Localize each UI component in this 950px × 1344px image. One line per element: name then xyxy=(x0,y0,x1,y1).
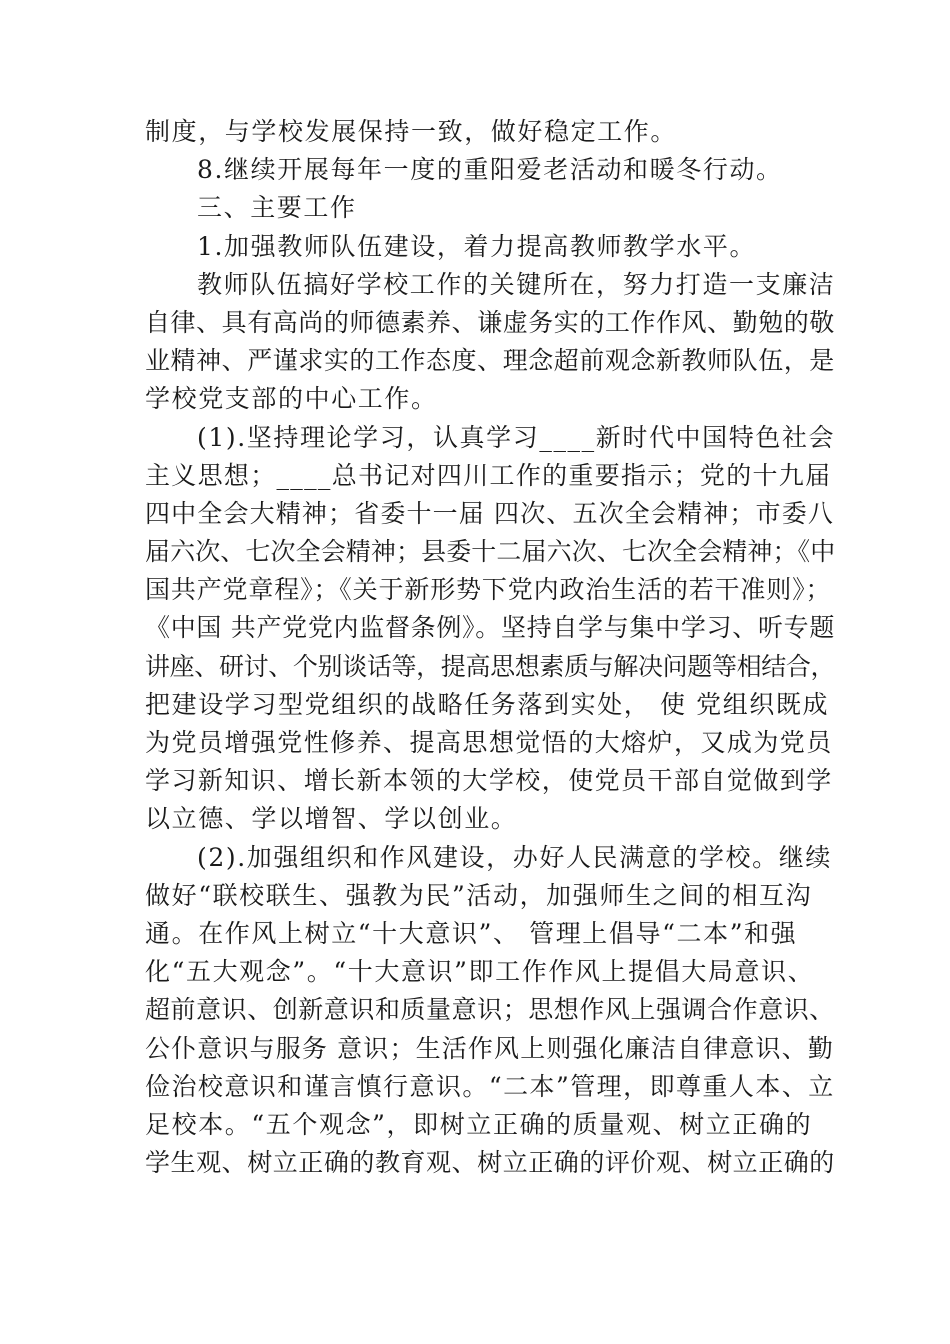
text-line: 通。在作风上树立“十大意识”、 管理上倡导“二本”和强 xyxy=(145,918,798,948)
text-line: 《中国 共产党党内监督条例》。坚持自学与集中学习、听专题 xyxy=(145,613,836,643)
text-line: 把建设学习型党组织的战略任务落到实处， 使 党组织既成 xyxy=(145,689,830,719)
text-line: 主义思想；____总书记对四川工作的重要指示；党的十九届 xyxy=(145,460,832,490)
text-line: 化“五大观念”。“十大意识”即工作作风上提倡大局意识、 xyxy=(145,957,815,987)
document-body xyxy=(145,113,836,1182)
text-line: 8.继续开展每年一度的重阳爱老活动和暖冬行动。 xyxy=(197,155,783,185)
text-line: 学习新知识、增长新本领的大学校，使党员干部自觉做到学 xyxy=(145,766,833,796)
text-line: 教师队伍搞好学校工作的关键所在，努力打造一支廉洁 xyxy=(197,269,836,299)
text-line: (1).坚持理论学习，认真学习____新时代中国特色社会 xyxy=(197,422,836,452)
text-line: 以立德、学以增智、学以创业。 xyxy=(145,804,518,834)
text-line: 1.加强教师队伍建设，着力提高教师教学水平。 xyxy=(197,231,757,261)
text-line: 俭治校意识和谨言慎行意识。“二本”管理，即尊重人本、立 xyxy=(145,1071,835,1101)
text-line: 届六次、七次全会精神；县委十二届六次、七次全会精神；《中 xyxy=(145,537,836,567)
text-line: (2).加强组织和作风建设，办好人民满意的学校。继续 xyxy=(197,842,832,872)
text-line: 国共产党章程》；《关于新形势下党内政治生活的若干准则》； xyxy=(145,575,832,605)
text-line: 四中全会大精神；省委十一届 四次、五次全会精神；市委八 xyxy=(145,498,834,528)
text-line: 做好“联校联生、强教为民”活动，加强师生之间的相互沟 xyxy=(145,880,813,910)
text-line: 制度，与学校发展保持一致，做好稳定工作。 xyxy=(145,117,678,146)
text-line: 学校党支部的中心工作。 xyxy=(145,384,438,414)
text-line: 足校本。“五个观念”，即树立正确的质量观、树立正确的 xyxy=(145,1109,813,1139)
text-line: 业精神、严谨求实的工作态度、理念超前观念新教师队伍，是 xyxy=(145,346,835,376)
text-line: 自律、具有高尚的师德素养、谦虚务实的工作作风、勤勉的敬 xyxy=(145,307,835,337)
text-line: 学生观、树立正确的教育观、树立正确的评价观、树立正确的 xyxy=(145,1148,835,1178)
text-line: 为党员增强党性修养、提高思想觉悟的大熔炉，又成为党员 xyxy=(145,728,833,757)
text-line: 讲座、研讨、个别谈话等，提高思想素质与解决问题等相结合， xyxy=(145,651,836,681)
text-line: 公仆意识与服务 意识；生活作风上则强化廉洁自律意识、勤 xyxy=(145,1033,834,1063)
text-line: 超前意识、创新意识和质量意识；思想作风上强调合作意识、 xyxy=(145,995,835,1025)
text-line: 三、主要工作 xyxy=(197,193,357,223)
